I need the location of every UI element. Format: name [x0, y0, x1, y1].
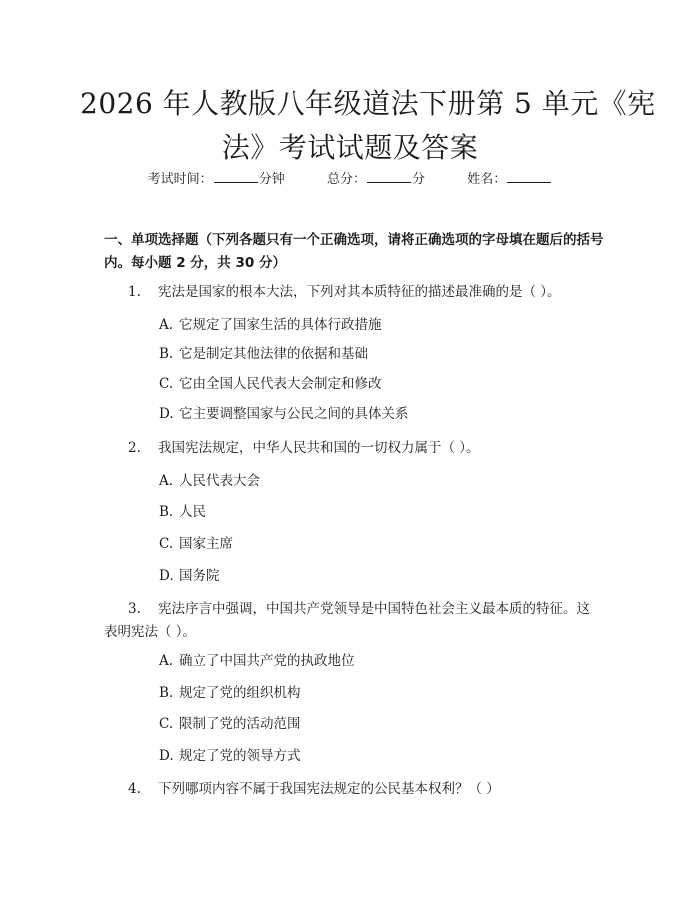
option-3d	[159, 746, 301, 766]
question-text: 宪法是国家的根本大法，下列对其本质特征的描述最准确的是（ ）。	[158, 284, 561, 300]
option-text: 国家主席	[179, 536, 233, 552]
option-2c	[159, 534, 233, 554]
option-letter: C.	[159, 716, 174, 732]
question-2	[128, 437, 608, 460]
option-letter: A.	[159, 317, 174, 333]
option-letter: A.	[159, 653, 174, 669]
question-3	[104, 598, 608, 644]
option-2a	[159, 471, 260, 491]
option-letter: D.	[159, 568, 174, 584]
option-1b	[159, 344, 368, 364]
question-4	[128, 778, 608, 801]
option-2d	[159, 566, 220, 586]
option-3b	[159, 683, 301, 703]
option-text: 它由全国人民代表大会制定和修改	[179, 376, 382, 392]
exam-meta	[0, 168, 700, 187]
option-letter: A.	[159, 473, 174, 489]
option-2b	[159, 502, 206, 522]
title-line-2: 法》考试试题及答案	[221, 131, 479, 164]
option-letter: C.	[159, 376, 174, 392]
section-heading: 一、单项选择题（下列各题只有一个正确选项，请将正确选项的字母填在题后的括号内。每小题 2 分，共 30 分）	[104, 232, 604, 271]
option-1a	[159, 315, 382, 335]
page-title	[80, 82, 656, 170]
question-number: 3.	[128, 601, 141, 617]
question-text: 下列哪项内容不属于我国宪法规定的公民基本权利？（ ）	[158, 781, 500, 797]
option-text: 确立了中国共产党的执政地位	[179, 653, 355, 669]
option-text: 人民代表大会	[179, 473, 260, 489]
title-line-1: 2026 年人教版八年级道法下册第 5 单元《宪	[80, 87, 656, 120]
score-label: 总分：	[326, 172, 366, 187]
option-text: 人民	[179, 504, 206, 520]
option-letter: B.	[159, 685, 174, 701]
option-1d	[159, 404, 409, 424]
time-blank	[214, 171, 258, 183]
question-text-line-1: 宪法序言中强调，中国共产党领导是中国特色社会主义最本质的特征。这	[158, 601, 590, 617]
score-unit: 分	[412, 172, 426, 187]
option-text: 规定了党的组织机构	[179, 685, 301, 701]
option-text: 规定了党的领导方式	[179, 748, 301, 764]
option-1c	[159, 374, 382, 394]
name-blank	[507, 171, 551, 183]
name-label: 姓名：	[467, 172, 507, 187]
question-text: 我国宪法规定，中华人民共和国的一切权力属于（ ）。	[158, 440, 480, 456]
question-1	[128, 281, 608, 304]
option-text: 它是制定其他法律的依据和基础	[179, 346, 368, 362]
option-letter: B.	[159, 346, 174, 362]
question-text-line-2: 表明宪法（ ）。	[104, 624, 197, 640]
option-text: 国务院	[179, 568, 220, 584]
option-text: 它规定了国家生活的具体行政措施	[179, 317, 382, 333]
option-3a	[159, 651, 355, 671]
option-letter: C.	[159, 536, 174, 552]
question-number: 1.	[128, 284, 141, 300]
option-letter: B.	[159, 504, 174, 520]
option-letter: D.	[159, 406, 174, 422]
option-letter: D.	[159, 748, 174, 764]
option-text: 它主要调整国家与公民之间的具体关系	[179, 406, 409, 422]
question-number: 2.	[128, 440, 141, 456]
option-3c	[159, 714, 301, 734]
score-blank	[367, 171, 411, 183]
time-label: 考试时间：	[147, 172, 213, 187]
time-unit: 分钟	[258, 172, 285, 187]
question-number: 4.	[128, 781, 141, 797]
option-text: 限制了党的活动范围	[179, 716, 301, 732]
